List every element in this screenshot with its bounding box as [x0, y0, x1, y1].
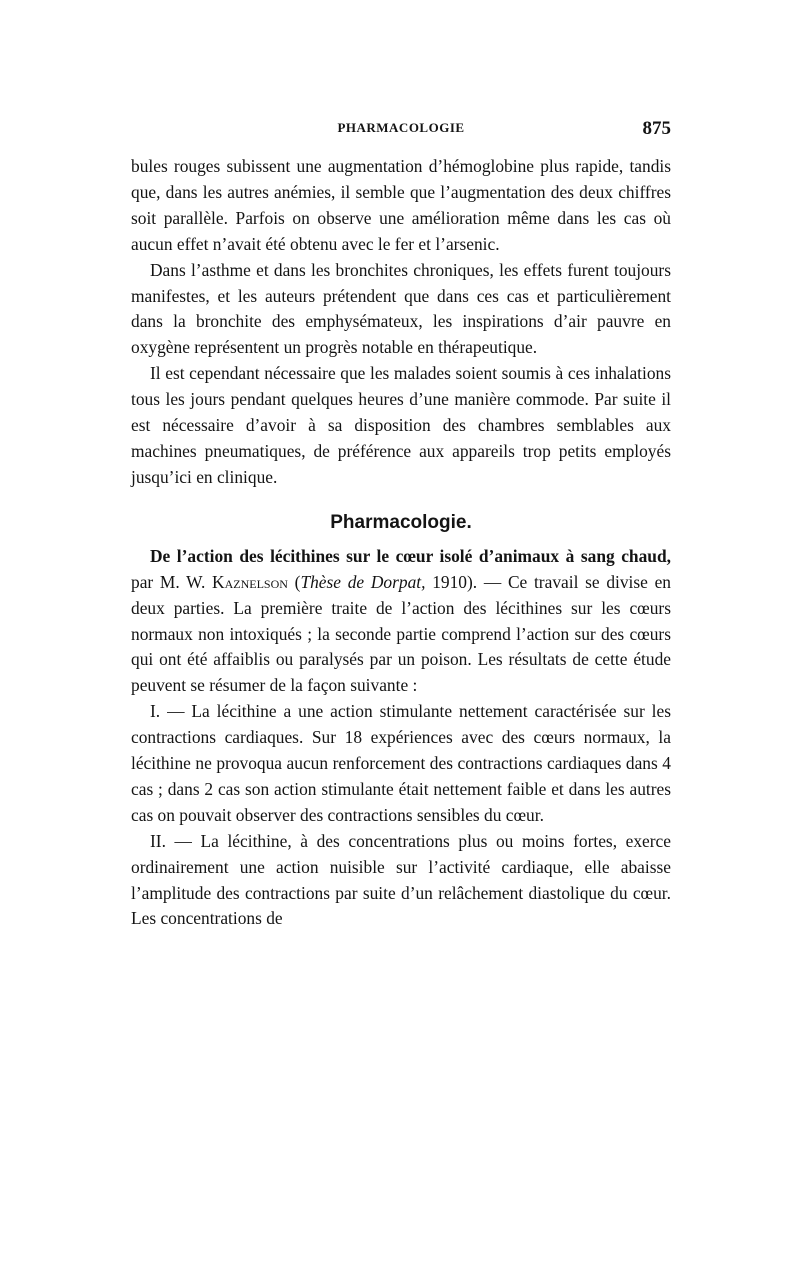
page-body [131, 154, 671, 932]
paragraph: bules rouges subissent une augmentation d’hémoglobine plus rapide, tandis que, dans les autres anémies, il semble que l’augmentation des deux chiffres soit parallèle. Parfois on observe une amélioration même dans les cas où aucun effet n’avait été obtenu avec le fer et l’arsenic. [131, 156, 671, 254]
paragraph: I. — La lécithine a une action stimulante nettement caractérisée sur les contractions cardiaques. Sur 18 expériences avec des cœurs normaux, la lécithine ne provoqua aucun renforcement des contractions cardiaques dans 4 cas ; dans 2 cas son action stimulante était nettement faible et dans les autres cas on pouvait observer des contractions sensibles du cœur. [131, 701, 671, 825]
article-text: — Ce travail se divise en deux parties. La première traite de l’action des lécithines sur les cœurs normaux non intoxiqués ; la seconde partie comprend l’action sur des cœurs qui ont été affaiblis ou paralysés par un poison. Les résultats de cette étude peuvent se résumer de la façon suivante : [131, 571, 671, 696]
paragraph: Il est cependant nécessaire que les malades soient soumis à ces inhalations tous les jours pendant quelques heures d’une manière commode. Par suite il est nécessaire d’avoir à sa disposition des chambres semblables aux machines pneumatiques, de préférence aux appareils trop petits employés jusqu’ici en clinique. [131, 363, 671, 487]
article-source: Thèse de Dorpat, [300, 571, 426, 592]
article-title: De l’action des lécithines sur le cœur isolé d’animaux à sang chaud, [150, 545, 671, 566]
section-heading: Pharmacologie. [330, 511, 472, 533]
article-by: par M. W. [131, 571, 213, 592]
running-title: PHARMACOLOGIE [337, 120, 465, 135]
paragraph: II. — La lécithine, à des concentrations plus ou moins fortes, exerce ordinairement une action nuisible sur l’activité cardiaque, elle abaisse l’amplitude des contractions par suite d’un relâchement diastolique du cœur. Les concentrations de [131, 830, 671, 929]
page-number: 875 [642, 118, 671, 139]
running-head [131, 120, 671, 144]
article-open-paren: ( [287, 571, 301, 592]
article-year: 1910). [425, 571, 478, 592]
article-paragraph [131, 544, 671, 699]
article-author: Kaznelson [212, 571, 288, 592]
paragraph: Dans l’asthme et dans les bronchites chroniques, les effets furent toujours manifestes, et les auteurs prétendent que dans ces cas et particulièrement dans la bronchite des emphysémateux, les inspirations d’air pauvre en oxygène représentent un progrès notable en thérapeutique. [131, 259, 671, 358]
